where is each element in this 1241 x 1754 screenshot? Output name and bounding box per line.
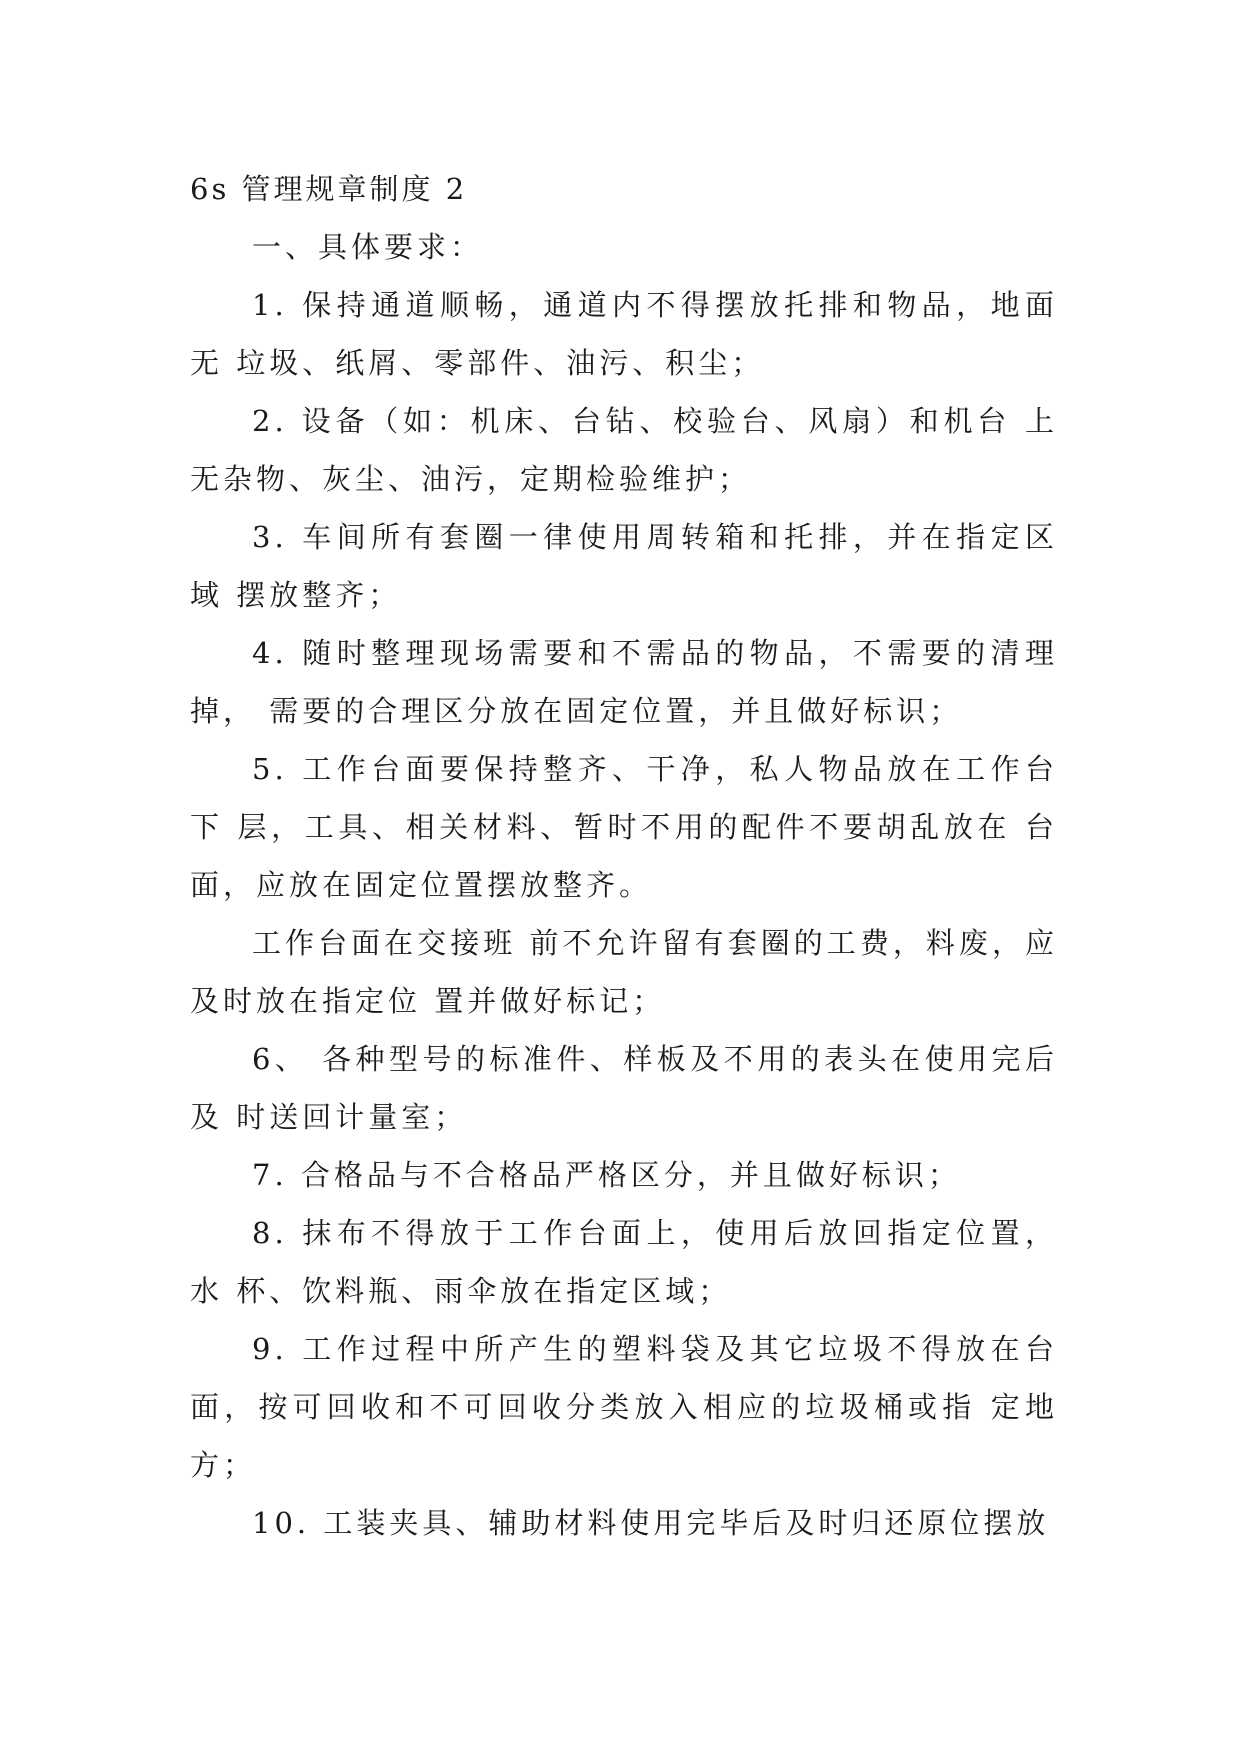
rule-item-3: 3. 车间所有套圈一律使用周转箱和托排，并在指定区域 摆放整齐； xyxy=(190,520,1058,612)
rule-item-4: 4. 随时整理现场需要和不需品的物品，不需要的清理掉， 需要的合理区分放在固定位置，并且做好标识； xyxy=(190,636,1058,728)
rule-item-5: 5. 工作台面要保持整齐、干净，私人物品放在工作台下 层，工具、相关材料、暂时不用的配件不要胡乱放在 台面，应放在固定位置摆放整齐。 xyxy=(190,752,1058,902)
document-title: 6s 管理规章制度 2 xyxy=(190,172,468,206)
rule-item-5-note: 工作台面在交接班 前不允许留有套圈的工费，料废，应及时放在指定位 置并做好标记； xyxy=(190,926,1058,1018)
rule-item-7: 7. 合格品与不合格品严格区分，并且做好标识； xyxy=(252,1158,961,1192)
rule-item-1: 1. 保持通道顺畅，通道内不得摆放托排和物品，地面无 垃圾、纸屑、零部件、油污、积尘； xyxy=(190,288,1058,380)
section-heading: 一、具体要求： xyxy=(252,230,484,264)
rule-item-10: 10. 工装夹具、辅助材料使用完毕后及时归还原位摆放 xyxy=(252,1506,1050,1540)
rule-item-2: 2. 设备（如：机床、台钻、校验台、风扇）和机台 上无杂物、灰尘、油污，定期检验维护； xyxy=(190,404,1058,496)
rule-item-6: 6、 各种型号的标准件、样板及不用的表头在使用完后及 时送回计量室； xyxy=(190,1042,1058,1134)
rule-item-8: 8. 抹布不得放于工作台面上，使用后放回指定位置，水 杯、饮料瓶、雨伞放在指定区域； xyxy=(190,1216,1058,1308)
document-body xyxy=(190,160,1058,1552)
rule-item-9: 9. 工作过程中所产生的塑料袋及其它垃圾不得放在台面，按可回收和不可回收分类放入相应的垃圾桶或指 定地方； xyxy=(190,1332,1058,1482)
